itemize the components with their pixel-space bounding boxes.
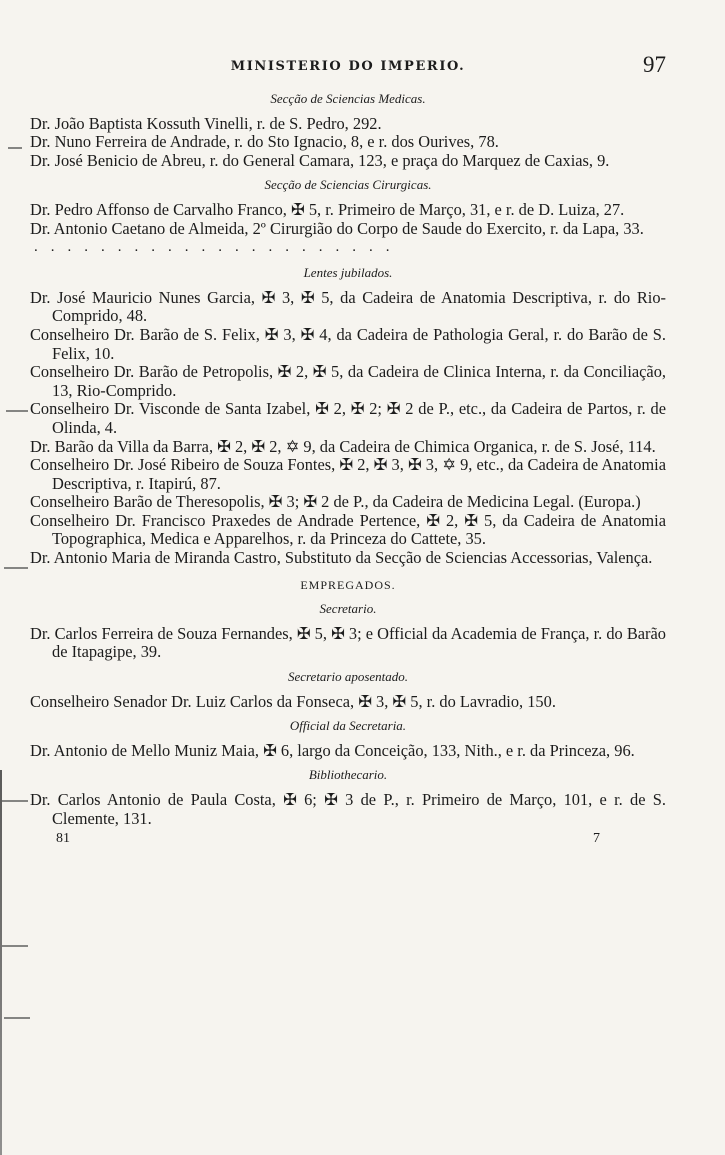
directory-entry: Conselheiro Senador Dr. Luiz Carlos da Fonseca, ✠ 3, ✠ 5, r. do Lavradio, 150. <box>30 691 556 711</box>
directory-entry: Dr. Barão da Villa da Barra, ✠ 2, ✠ 2, ✡ 9, da Cadeira de Chimica Organica, r. de S. José, 114. <box>30 436 656 456</box>
document-body <box>30 90 666 828</box>
page-number: 97 <box>643 52 666 77</box>
section-heading: Bibliothecario. <box>308 767 388 783</box>
sheet-number: 7 <box>593 831 600 847</box>
signature-mark: 81 <box>56 831 70 847</box>
group-heading: EMPREGADOS. <box>300 577 396 592</box>
directory-entry: Dr. Carlos Ferreira de Souza Fernandes, ✠ 5, ✠ 3; e Official da Academia de França, r. do Barão de Itapagipe, 39. <box>30 623 666 662</box>
directory-entry: Dr. José Benicio de Abreu, r. do General Camara, 123, e praça do Marquez de Caxias, 9. <box>30 150 610 170</box>
header-title: MINISTERIO DO IMPERIO. <box>230 59 466 74</box>
directory-entry: Dr. Nuno Ferreira de Andrade, r. do Sto Ignacio, 8, e r. dos Ourives, 78. <box>30 132 499 152</box>
directory-entry: Dr. Antonio de Mello Muniz Maia, ✠ 6, largo da Conceição, 133, Nith., e r. da Princeza, 96. <box>30 740 635 760</box>
section-heading: Secção de Sciencias Medicas. <box>270 91 426 106</box>
directory-entry: Conselheiro Dr. José Ribeiro de Souza Fontes, ✠ 2, ✠ 3, ✠ 3, ✡ 9, etc., da Cadeira de Anatomia Descriptiva, r. Itapirú, 87. <box>30 455 666 493</box>
directory-entry: Dr. João Baptista Kossuth Vinelli, r. de S. Pedro, 292. <box>30 113 382 133</box>
directory-entry: Conselheiro Dr. Visconde de Santa Izabel, ✠ 2, ✠ 2; ✠ 2 de P., etc., da Cadeira de Partos, r. de Olinda, 4. <box>30 399 666 437</box>
section-heading: Official da Secretaria. <box>289 718 407 734</box>
directory-entry: Conselheiro Barão de Theresopolis, ✠ 3; ✠ 2 de P., da Cadeira de Medicina Legal. (Europa.) <box>30 492 641 512</box>
running-header <box>30 52 666 84</box>
document-page <box>30 52 666 850</box>
margin-mark <box>8 147 22 149</box>
directory-entry: Conselheiro Dr. Barão de Petropolis, ✠ 2, ✠ 5, da Cadeira de Clinica Interna, r. da Conciliação, 13, Rio-Comprido. <box>30 362 666 400</box>
directory-entry: Conselheiro Dr. Barão de S. Felix, ✠ 3, ✠ 4, da Cadeira de Pathologia Geral, r. do Barão de S. Felix, 10. <box>30 324 666 363</box>
page-edge-line <box>0 770 2 1155</box>
margin-mark <box>6 410 28 412</box>
section-heading: Secção de Sciencias Cirurgicas. <box>264 177 432 193</box>
section-heading: Lentes jubilados. <box>303 265 393 281</box>
directory-entry: Conselheiro Dr. Francisco Praxedes de Andrade Pertence, ✠ 2, ✠ 5, da Cadeira de Anatomia Topographica, Medica e Apparelhos, r. da Princeza do Cattete, 35. <box>30 510 666 549</box>
directory-entry: Dr. Pedro Affonso de Carvalho Franco, ✠ 5, r. Primeiro de Março, 31, e r. de D. Luiza, 27. <box>30 199 625 219</box>
margin-mark <box>2 945 28 947</box>
page-footer <box>30 830 666 850</box>
ellipsis-row: ...................... <box>34 240 403 255</box>
margin-mark <box>2 800 28 802</box>
directory-entry: Dr. Carlos Antonio de Paula Costa, ✠ 6; ✠ 3 de P., r. Primeiro de Março, 101, e r. de S. Clemente, 131. <box>30 790 666 828</box>
section-heading: Secretario. <box>319 601 377 617</box>
directory-entry: Dr. Antonio Maria de Miranda Castro, Substituto da Secção de Sciencias Accessorias, Valença. <box>30 548 653 568</box>
directory-entry: Dr. Antonio Caetano de Almeida, 2º Cirurgião do Corpo de Saude do Exercito, r. da Lapa, 33. <box>30 218 644 238</box>
section-heading: Secretario aposentado. <box>287 669 409 685</box>
directory-entry: Dr. José Mauricio Nunes Garcia, ✠ 3, ✠ 5, da Cadeira de Anatomia Descriptiva, r. do Rio-Comprido, 48. <box>30 287 666 326</box>
margin-mark <box>4 567 28 569</box>
margin-mark <box>4 1017 30 1019</box>
